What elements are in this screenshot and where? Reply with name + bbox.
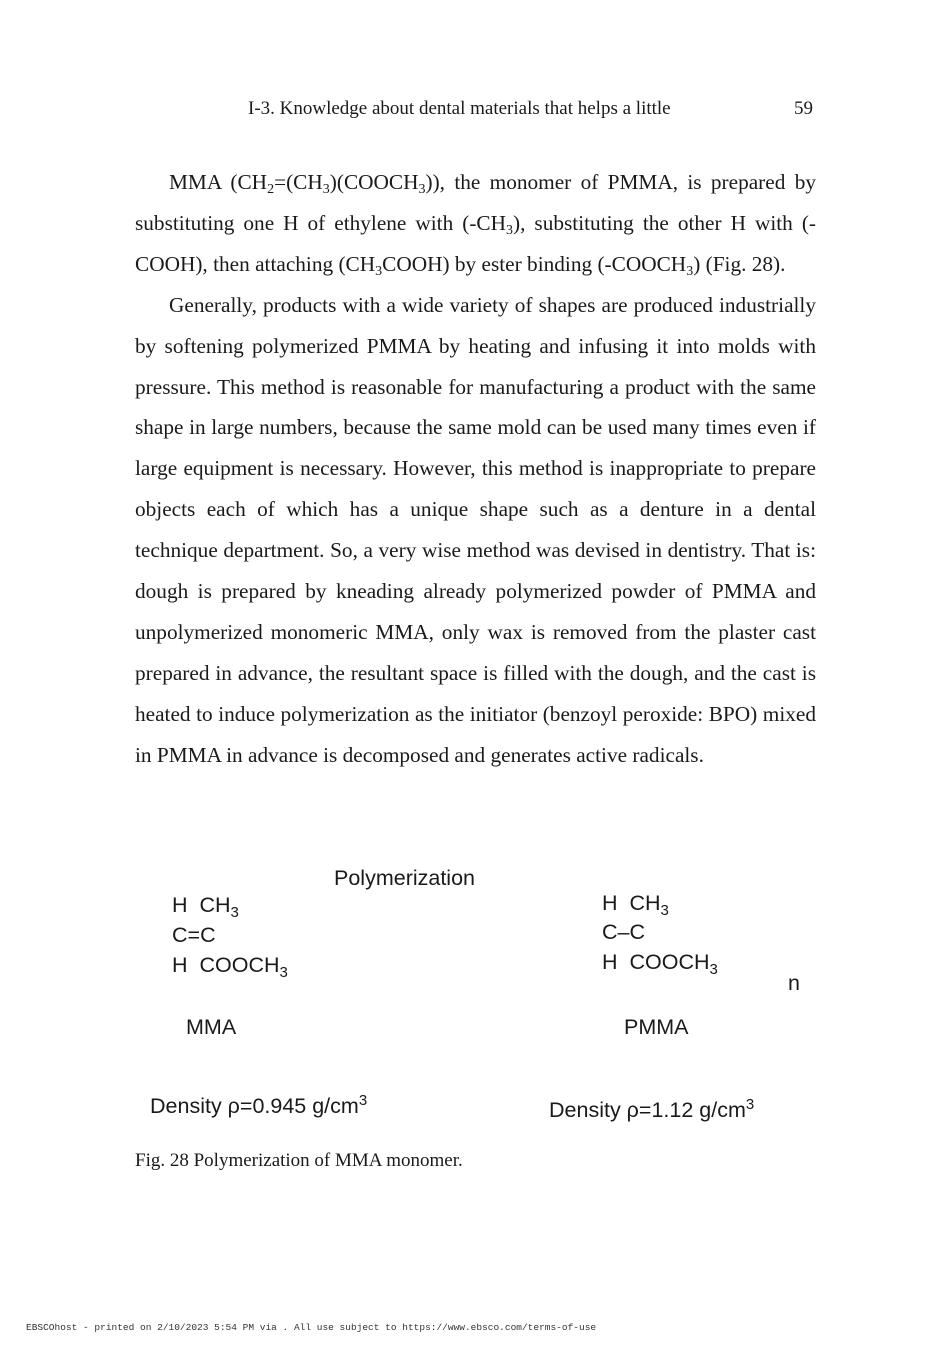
pmma-row-3: H $COOCH_3$	[602, 950, 718, 978]
polymerization-label: Polymerization	[334, 866, 475, 890]
body-text	[135, 162, 816, 776]
mma-row-2: C=C	[172, 923, 216, 947]
figure-caption: Fig. 28 Polymerization of MMA monomer.	[135, 1150, 463, 1171]
mma-density: Density ρ=0.945 $g/cm^3$	[150, 1092, 368, 1118]
pmma-repeat-n: n	[788, 971, 800, 995]
paragraph-1: MMA $(CH_2=(CH_3)(COOCH_3))$, the monomer of PMMA, is prepared by substituting one H of ethylene with $(-CH_3)$, substituting the other H with (-COOH), then attaching $(CH_3COOH)$ by ester binding $(-COOCH_3)$ (Fig. 28).	[135, 170, 816, 279]
pmma-row-2: C–C	[602, 920, 646, 944]
running-head: I-3. Knowledge about dental materials that helps a little	[248, 98, 671, 119]
pmma-label: PMMA	[624, 1015, 689, 1039]
mma-row-1: H $CH_3$	[172, 893, 239, 921]
pmma-row-1: H $CH_3$	[602, 891, 669, 919]
print-footer: EBSCOhost - printed on 2/10/2023 5:54 PM via . All use subject to https://www.ebsco.com/terms-of-use	[26, 1322, 597, 1333]
mma-label: MMA	[186, 1015, 237, 1039]
mma-row-3: H $COOCH_3$	[172, 953, 288, 981]
paragraph-2: Generally, products with a wide variety of shapes are produced industrially by softening polymerized PMMA by heating and infusing it into molds with pressure. This method is reasonable for manufacturing a product with the same shape in large numbers, because the same mold can be used many times even if large equipment is necessary. However, this method is inappropriate to prepare objects each of which has a unique shape such as a denture in a dental technique department. So, a very wise method was devised in dentistry. That is: dough is prepared by kneading already polymerized powder of PMMA and unpolymerized monomeric MMA, only wax is removed from the plaster cast prepared in advance, the resultant space is filled with the dough, and the cast is heated to induce polymerization as the initiator (benzoyl peroxide: BPO) mixed in PMMA in advance is decomposed and generates active radicals.	[135, 292, 816, 767]
page-number: 59	[794, 98, 813, 119]
pmma-density: Density ρ=1.12 $g/cm^3$	[549, 1096, 755, 1122]
